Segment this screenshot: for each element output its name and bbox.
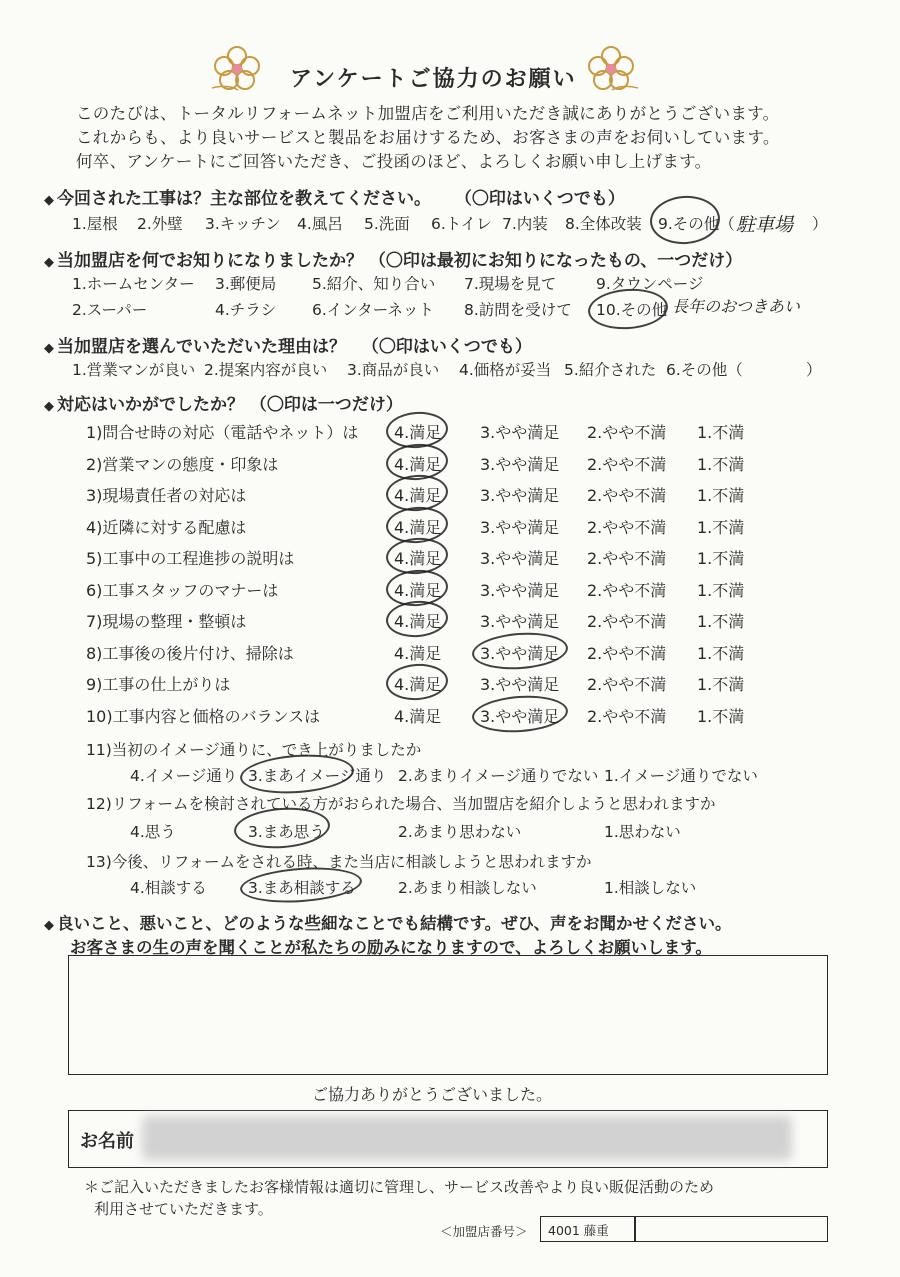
satisfaction-choice[interactable]: 2.やや不満 (587, 643, 667, 663)
satisfaction-row-label: 2)営業マンの態度・印象は (86, 454, 279, 474)
q13-option[interactable]: 2.あまり相談しない (398, 879, 537, 897)
intro-line-1: このたびは、トータルリフォームネット加盟店をご利用いただき誠にありがとうございます。 (76, 104, 780, 123)
q13-question: 13)今後、リフォームをされる時、また当店に相談しようと思われますか (86, 853, 592, 871)
satisfaction-choice[interactable]: 3.やや満足 (480, 454, 560, 474)
q1-question: ◆ 今回された工事は？主な部位を教えてください。 （〇印はいくつでも） (44, 189, 625, 209)
satisfaction-choice[interactable]: 3.やや満足 (480, 517, 560, 537)
q2-option[interactable]: 7.現場を見て (464, 275, 557, 293)
satisfaction-choice[interactable]: 1.不満 (697, 612, 745, 631)
satisfaction-choice[interactable]: 2.やや不満 (587, 549, 667, 568)
comments-textarea[interactable] (68, 955, 828, 1075)
q13-option[interactable]: 4.相談する (130, 879, 207, 897)
name-label: お名前 (80, 1131, 134, 1152)
answer-circle-row (385, 662, 449, 702)
page-title: アンケートご協力のお願い (290, 67, 577, 92)
q2-option[interactable]: 5.紹介、知り合い (312, 275, 436, 293)
satisfaction-choice[interactable]: 1.不満 (697, 486, 745, 505)
q11-option[interactable]: 4.イメージ通り (130, 767, 238, 785)
q13-option[interactable]: 1.相談しない (604, 879, 697, 897)
q1-option[interactable]: 3.キッチン (205, 215, 281, 233)
satisfaction-choice[interactable]: 4.満足 (394, 454, 442, 474)
satisfaction-choice[interactable]: 2.やや不満 (587, 580, 667, 600)
satisfaction-choice[interactable]: 1.不満 (697, 706, 745, 726)
satisfaction-choice[interactable]: 3.やや満足 (480, 675, 560, 694)
satisfaction-choice[interactable]: 1.不満 (697, 423, 745, 442)
diamond-bullet-icon: ◆ (44, 341, 54, 356)
store-number-value: 4001 藤重 (548, 1223, 609, 1238)
diamond-bullet-icon: ◆ (44, 255, 54, 270)
diamond-bullet-icon: ◆ (44, 193, 54, 208)
q1-option-other[interactable]: 9.その他（ (658, 215, 735, 233)
diamond-bullet-icon: ◆ (44, 918, 54, 933)
satisfaction-choice[interactable]: 3.やや満足 (480, 612, 560, 631)
diamond-bullet-icon: ◆ (44, 399, 54, 414)
q1-option[interactable]: 5.洗面 (364, 215, 410, 233)
satisfaction-choice[interactable]: 4.満足 (394, 486, 442, 505)
q13-option[interactable]: 3.まあ相談する (248, 879, 356, 897)
store-number-label: ＜加盟店番号＞ (440, 1224, 528, 1239)
q2-option[interactable]: 3.郵便局 (215, 275, 277, 293)
q2-option[interactable]: 8.訪問を受けて (464, 301, 572, 319)
q12-option[interactable]: 1.思わない (604, 823, 681, 841)
q3-option-close: ） (806, 361, 822, 379)
satisfaction-row-label: 4)近隣に対する配慮は (86, 517, 247, 537)
satisfaction-choice[interactable]: 4.満足 (394, 549, 442, 568)
satisfaction-choice[interactable]: 1.不満 (697, 517, 745, 537)
intro-line-2: これからも、より良いサービスと製品をお届けするため、お客さまの声をお伺いしています。 (76, 128, 780, 147)
thanks-text: ご協力ありがとうございました。 (312, 1085, 553, 1104)
satisfaction-row-label: 9)工事の仕上がりは (86, 675, 231, 694)
redacted-name (142, 1116, 792, 1160)
q3-option[interactable]: 5.紹介された (564, 361, 657, 379)
q2-option[interactable]: 9.タウンページ (596, 275, 704, 293)
satisfaction-choice[interactable]: 2.やや不満 (587, 423, 667, 442)
answer-circle-row (471, 629, 569, 672)
q11-option[interactable]: 3.まあイメージ通り (248, 767, 387, 785)
satisfaction-choice[interactable]: 2.やや不満 (587, 454, 667, 474)
satisfaction-choice[interactable]: 1.不満 (697, 454, 745, 474)
q3-option[interactable]: 2.提案内容が良い (204, 361, 328, 379)
store-extra-cell (634, 1216, 828, 1242)
satisfaction-choice[interactable]: 3.やや満足 (480, 549, 560, 568)
satisfaction-choice[interactable]: 1.不満 (697, 675, 745, 694)
satisfaction-row-label: 8)工事後の後片付け、掃除は (86, 643, 294, 663)
q2-option[interactable]: 1.ホームセンター (72, 275, 195, 293)
satisfaction-choice[interactable]: 2.やや不満 (587, 612, 667, 631)
satisfaction-choice[interactable]: 4.満足 (394, 675, 442, 694)
satisfaction-choice[interactable]: 2.やや不満 (587, 517, 667, 537)
q1-option[interactable]: 7.内装 (502, 215, 548, 233)
q3-question: ◆ 当加盟店を選んでいただいた理由は？ （〇印はいくつでも） (44, 337, 532, 357)
satisfaction-row-label: 7)現場の整理・整頓は (86, 612, 247, 631)
satisfaction-choice[interactable]: 3.やや満足 (480, 486, 560, 505)
satisfaction-choice[interactable]: 4.満足 (394, 423, 442, 442)
q12-option[interactable]: 3.まあ思う (248, 823, 325, 841)
q3-option[interactable]: 4.価格が妥当 (459, 361, 552, 379)
satisfaction-choice[interactable]: 4.満足 (394, 580, 442, 600)
satisfaction-choice[interactable]: 3.やや満足 (480, 423, 560, 442)
q3-option-other[interactable]: 6.その他（ (666, 361, 743, 379)
satisfaction-choice[interactable]: 4.満足 (394, 612, 442, 631)
q3-option[interactable]: 3.商品が良い (347, 361, 440, 379)
satisfaction-choice[interactable]: 1.不満 (697, 549, 745, 568)
privacy-note-1: ＊ご記入いただきましたお客様情報は適切に管理し、サービス改善やより良い販促活動のため (84, 1178, 715, 1196)
intro-line-3: 何卒、アンケートにご回答いただき、ご投函のほど、よろしくお願い申し上げます。 (76, 152, 712, 171)
q2-option[interactable]: 4.チラシ (215, 301, 277, 319)
answer-circle-row (385, 599, 449, 639)
q11-option[interactable]: 2.あまりイメージ通りでない (398, 767, 599, 785)
flower-left-icon (208, 44, 266, 94)
q1-option[interactable]: 4.風呂 (297, 215, 343, 233)
satisfaction-row-label: 10)工事内容と価格のバランスは (86, 706, 321, 726)
satisfaction-choice[interactable]: 2.やや不満 (587, 486, 667, 505)
q11-question: 11)当初のイメージ通りに、でき上がりましたか (86, 741, 422, 759)
q1-option[interactable]: 8.全体改装 (565, 215, 642, 233)
q2-handwritten-answer: 長年のおつきあい (672, 297, 800, 316)
satisfaction-choice[interactable]: 2.やや不満 (587, 706, 667, 726)
satisfaction-choice[interactable]: 3.やや満足 (480, 706, 560, 726)
satisfaction-choice[interactable]: 1.不満 (697, 643, 745, 663)
q3-option[interactable]: 1.営業マンが良い (72, 361, 196, 379)
privacy-note-2: 利用させていただきます。 (94, 1200, 273, 1218)
q12-option[interactable]: 4.思う (130, 823, 176, 841)
satisfaction-choice[interactable]: 4.満足 (394, 517, 442, 537)
satisfaction-choice[interactable]: 3.やや満足 (480, 580, 560, 600)
q1-option-close: ） (812, 215, 828, 233)
q2-option-other[interactable]: 10.その他 (596, 301, 668, 319)
q1-option[interactable]: 6.トイレ (431, 215, 492, 233)
satisfaction-choice[interactable]: 2.やや不満 (587, 675, 667, 694)
answer-circle-row (471, 692, 569, 735)
q12-option[interactable]: 2.あまり思わない (398, 823, 522, 841)
satisfaction-choice[interactable]: 4.満足 (394, 706, 442, 726)
satisfaction-choice[interactable]: 1.不満 (697, 580, 745, 600)
q2-option[interactable]: 6.インターネット (312, 301, 434, 319)
q1-handwritten-answer: 駐車場 (736, 214, 794, 236)
q12-question: 12)リフォームを検討されている方がおられた場合、当加盟店を紹介しようと思われますか (86, 795, 716, 813)
satisfaction-row-label: 5)工事中の工程進捗の説明は (86, 549, 295, 568)
satisfaction-row-label: 3)現場責任者の対応は (86, 486, 247, 505)
q1-option[interactable]: 2.外壁 (137, 215, 183, 233)
satisfaction-choice[interactable]: 3.やや満足 (480, 643, 560, 663)
satisfaction-row-label: 6)工事スタッフのマナーは (86, 580, 279, 600)
q4-question: ◆ 対応はいかがでしたか？ （〇印は一つだけ） (44, 395, 403, 415)
flower-right-icon (582, 44, 640, 94)
q2-option[interactable]: 2.スーパー (72, 301, 148, 319)
q1-option[interactable]: 1.屋根 (72, 215, 118, 233)
comments-prompt: ◆ 良いこと、悪いこと、どのような些細なことでも結構です。ぜひ、声をお聞かせください。 (44, 914, 732, 933)
q2-question: ◆ 当加盟店を何でお知りになりましたか？ （〇印は最初にお知りになったもの、一つだけ） (44, 251, 743, 271)
comments-prompt-2: お客さまの生の声を聞くことが私たちの励みになりますので、よろしくお願いします。 (70, 938, 712, 957)
answer-circle-q1 (648, 194, 721, 247)
satisfaction-row-label: 1)問合せ時の対応（電話やネット）は (86, 423, 359, 442)
q11-option[interactable]: 1.イメージ通りでない (604, 767, 758, 785)
satisfaction-choice[interactable]: 4.満足 (394, 643, 442, 663)
